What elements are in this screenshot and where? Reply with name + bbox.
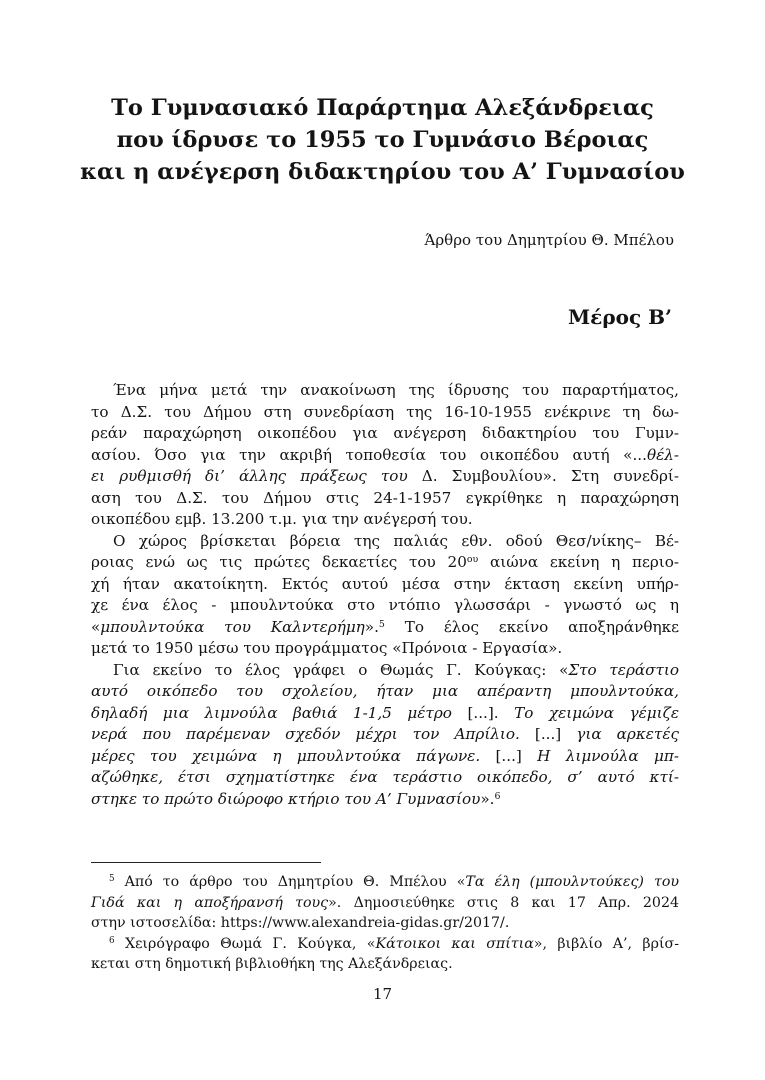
text-line: «μπουλντούκα του Καλντερήμη».$^5$ Το έλος εκείνο αποξηράνθηκε [91, 617, 680, 636]
footnote-line: $^6$ Χειρόγραφο Θωμά Γ. Κούγκα, «Κάτοικοι και σπίτια», βιβλίο Α’, βρίσ- [109, 935, 679, 952]
footnote-mark: 5 [109, 874, 115, 885]
article-title [60, 92, 705, 188]
text-line: ρεάν παραχώρηση οικοπέδου για ανέγερση διδακτηρίου του Γυμν- [91, 424, 679, 442]
page-number: 17 [372, 985, 393, 1003]
text-line: χε ένα έλος - μπουλντούκα στο ντόπιο γλωσσάρι - γνωστό ως η [91, 596, 679, 614]
footnote-line: κεται στη δημοτική βιβλιοθήκη της Αλεξάνδρειας. [91, 956, 453, 972]
text-line: αση του Δ.Σ. του Δήμου στις 24-1-1957 εγκρίθηκε η παραχώρηση [91, 488, 679, 507]
footnote-mark: 6 [109, 935, 115, 946]
text-line: το Δ.Σ. του Δήμου στη συνεδρίαση της 16-10-1955 ενέκρινε τη δω- [91, 402, 679, 421]
article-body [91, 380, 679, 810]
footnote-ref: 5 [378, 618, 385, 630]
title-line: που ίδρυσε το 1955 το Γυμνάσιο Βέροιας [116, 127, 649, 153]
footnote-ref: 6 [494, 790, 501, 802]
part-heading: Μέρος Β’ [568, 305, 672, 329]
text-line: αυτό οικόπεδο του σχολείου, ήταν μια απέραντη μπουλντούκα, [91, 682, 679, 700]
text-line: ει ρυθμισθή δι’ άλλης πράξεως του Δ. Συμβουλίου». Στη συνεδρί- [91, 467, 680, 485]
text-line: χή ήταν ακατοίκητη. Εκτός αυτού μέσα στην έκταση εκείνη υπήρ- [91, 574, 679, 593]
text-line: μετά το 1950 μέσω του προγράμματος «Πρόνοια - Εργασία». [91, 639, 563, 657]
text-line: ασίου. Όσο για την ακριβή τοποθεσία του οικοπέδου αυτή «...θέλ- [91, 445, 679, 464]
footnote-line: στην ιστοσελίδα: https://www.alexandreia-gidas.gr/2017/. [91, 915, 510, 931]
title-line: και η ανέγερση διδακτηρίου του Α’ Γυμνασίου [80, 159, 685, 185]
text-line: στηκε το πρώτο διώροφο κτήριο του Α’ Γυμνασίου».$^6$ [91, 789, 501, 808]
title-line: Το Γυμνασιακό Παράρτημα Αλεξάνδρειας [111, 95, 654, 121]
superscript: ου [466, 553, 479, 565]
text-line: δηλαδή μια λιμνούλα βαθιά 1-1,5 μέτρο [...]. Το χειμώνα γέμιζε [91, 703, 679, 722]
text-line: Για εκείνο το έλος γράφει ο Θωμάς Γ. Κούγκας: «Στο τεράστιο [113, 660, 680, 679]
author-byline: Άρθρο του Δημητρίου Θ. Μπέλου [424, 231, 674, 249]
text-line: Ο χώρος βρίσκεται βόρεια της παλιάς εθν. οδού Θεσ/νίκης– Βέ- [113, 531, 679, 550]
footnote-line: $^5$ Από το άρθρο του Δημητρίου Θ. Μπέλου «Τα έλη (μπουλντούκες) του [109, 874, 679, 890]
text-line: μέρες του χειμώνα η μπουλντούκα πάγωνε. [...] Η λιμνούλα μπ- [91, 746, 679, 765]
text-line: αζώθηκε, έτσι σχηματίστηκε ένα τεράστιο οικόπεδο, σ’ αυτό κτί- [91, 768, 679, 786]
footnotes [91, 872, 679, 975]
text-line: οικοπέδου εμβ. 13.200 τ.μ. για την ανέγερσή του. [91, 510, 473, 528]
text-line: ροιας ενώ ως τις πρώτες δεκαετίες του $20^{o\upsilon}$ αιώνα εκείνη η περιο- [91, 553, 679, 571]
footnote-divider [91, 862, 321, 863]
footnote-line: Γιδά και η αποξήρανσή τους». Δημοσιεύθηκε στις 8 και 17 Απρ. 2024 [91, 894, 679, 911]
text-line: νερά που παρέμεναν σχεδόν μέχρι τον Απρίλιο. [...] για αρκετές [91, 725, 679, 743]
text-line: Ένα μήνα μετά την ανακοίνωση της ίδρυσης του παραρτήματος, [113, 381, 679, 399]
